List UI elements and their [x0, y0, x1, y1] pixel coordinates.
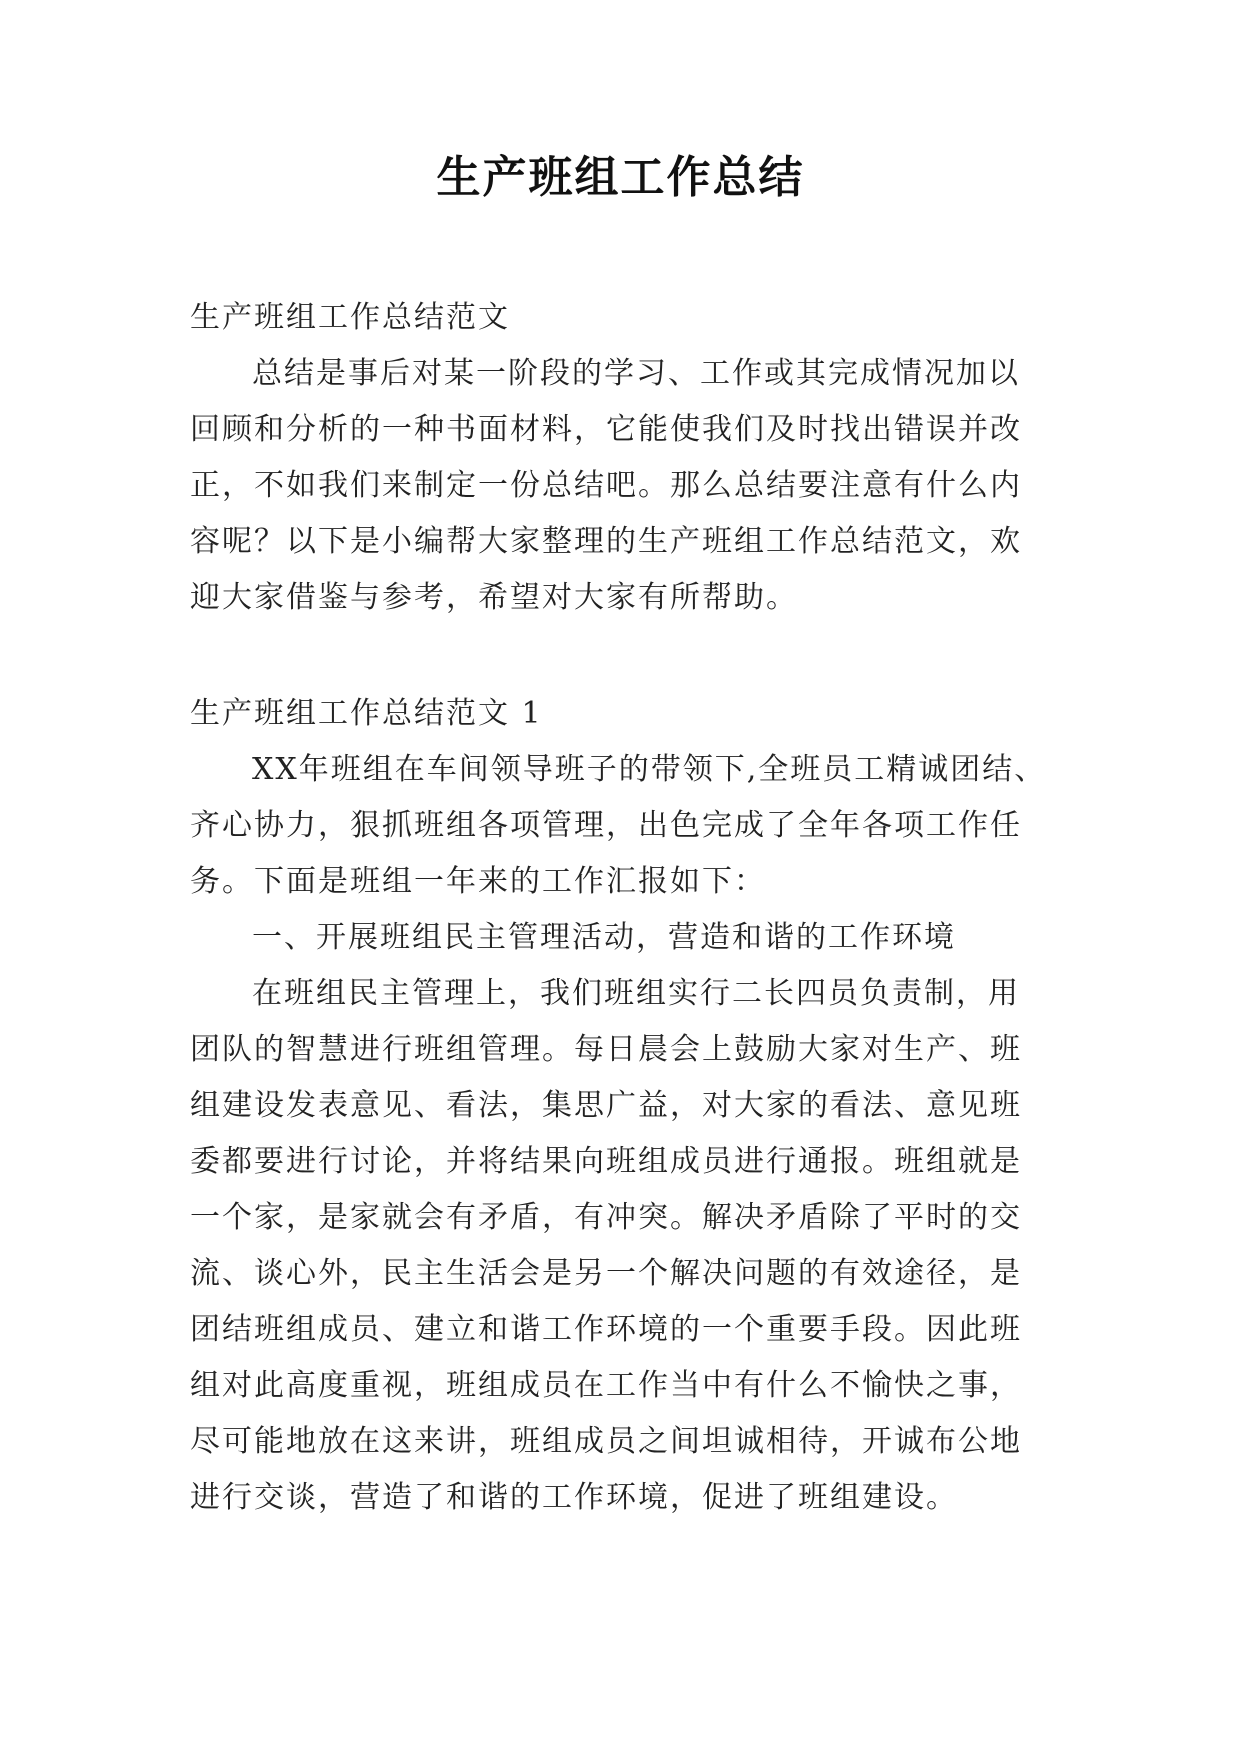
paragraph-overview: XX年班组在车间领导班子的带领下,全班员工精诚团结、齐心协力，狠抓班组各项管理，出色完成了全年各项工作任务。下面是班组一年来的工作汇报如下： — [190, 752, 1047, 899]
intro-paragraph: 总结是事后对某一阶段的学习、工作或其完成情况加以回顾和分析的一种书面材料，它能使我们及时找出错误并改正，不如我们来制定一份总结吧。那么总结要注意有什么内容呢？以下是小编帮大家整理的生产班组工作总结范文，欢迎大家借鉴与参考，希望对大家有所帮助。 — [190, 356, 1022, 615]
example-heading: 生产班组工作总结范文 1 — [190, 696, 543, 731]
paragraph-democratic-management: 在班组民主管理上，我们班组实行二长四员负责制，用团队的智慧进行班组管理。每日晨会上鼓励大家对生产、班组建设发表意见、看法，集思广益，对大家的看法、意见班委都要进行讨论，并将结果向班组成员进行通报。班组就是一个家，是家就会有矛盾，有冲突。解决矛盾除了平时的交流、谈心外，民主生活会是另一个解决问题的有效途径，是团结班组成员、建立和谐工作环境的一个重要手段。因此班组对此高度重视，班组成员在工作当中有什么不愉快之事，尽可能地放在这来讲，班组成员之间坦诚相待，开诚布公地进行交谈，营造了和谐的工作环境，促进了班组建设。 — [190, 976, 1022, 1515]
subheading-democratic-management: 一、开展班组民主管理活动，营造和谐的工作环境 — [252, 920, 956, 955]
section-heading: 生产班组工作总结范文 — [190, 300, 510, 335]
document-title: 生产班组工作总结 — [436, 152, 805, 203]
